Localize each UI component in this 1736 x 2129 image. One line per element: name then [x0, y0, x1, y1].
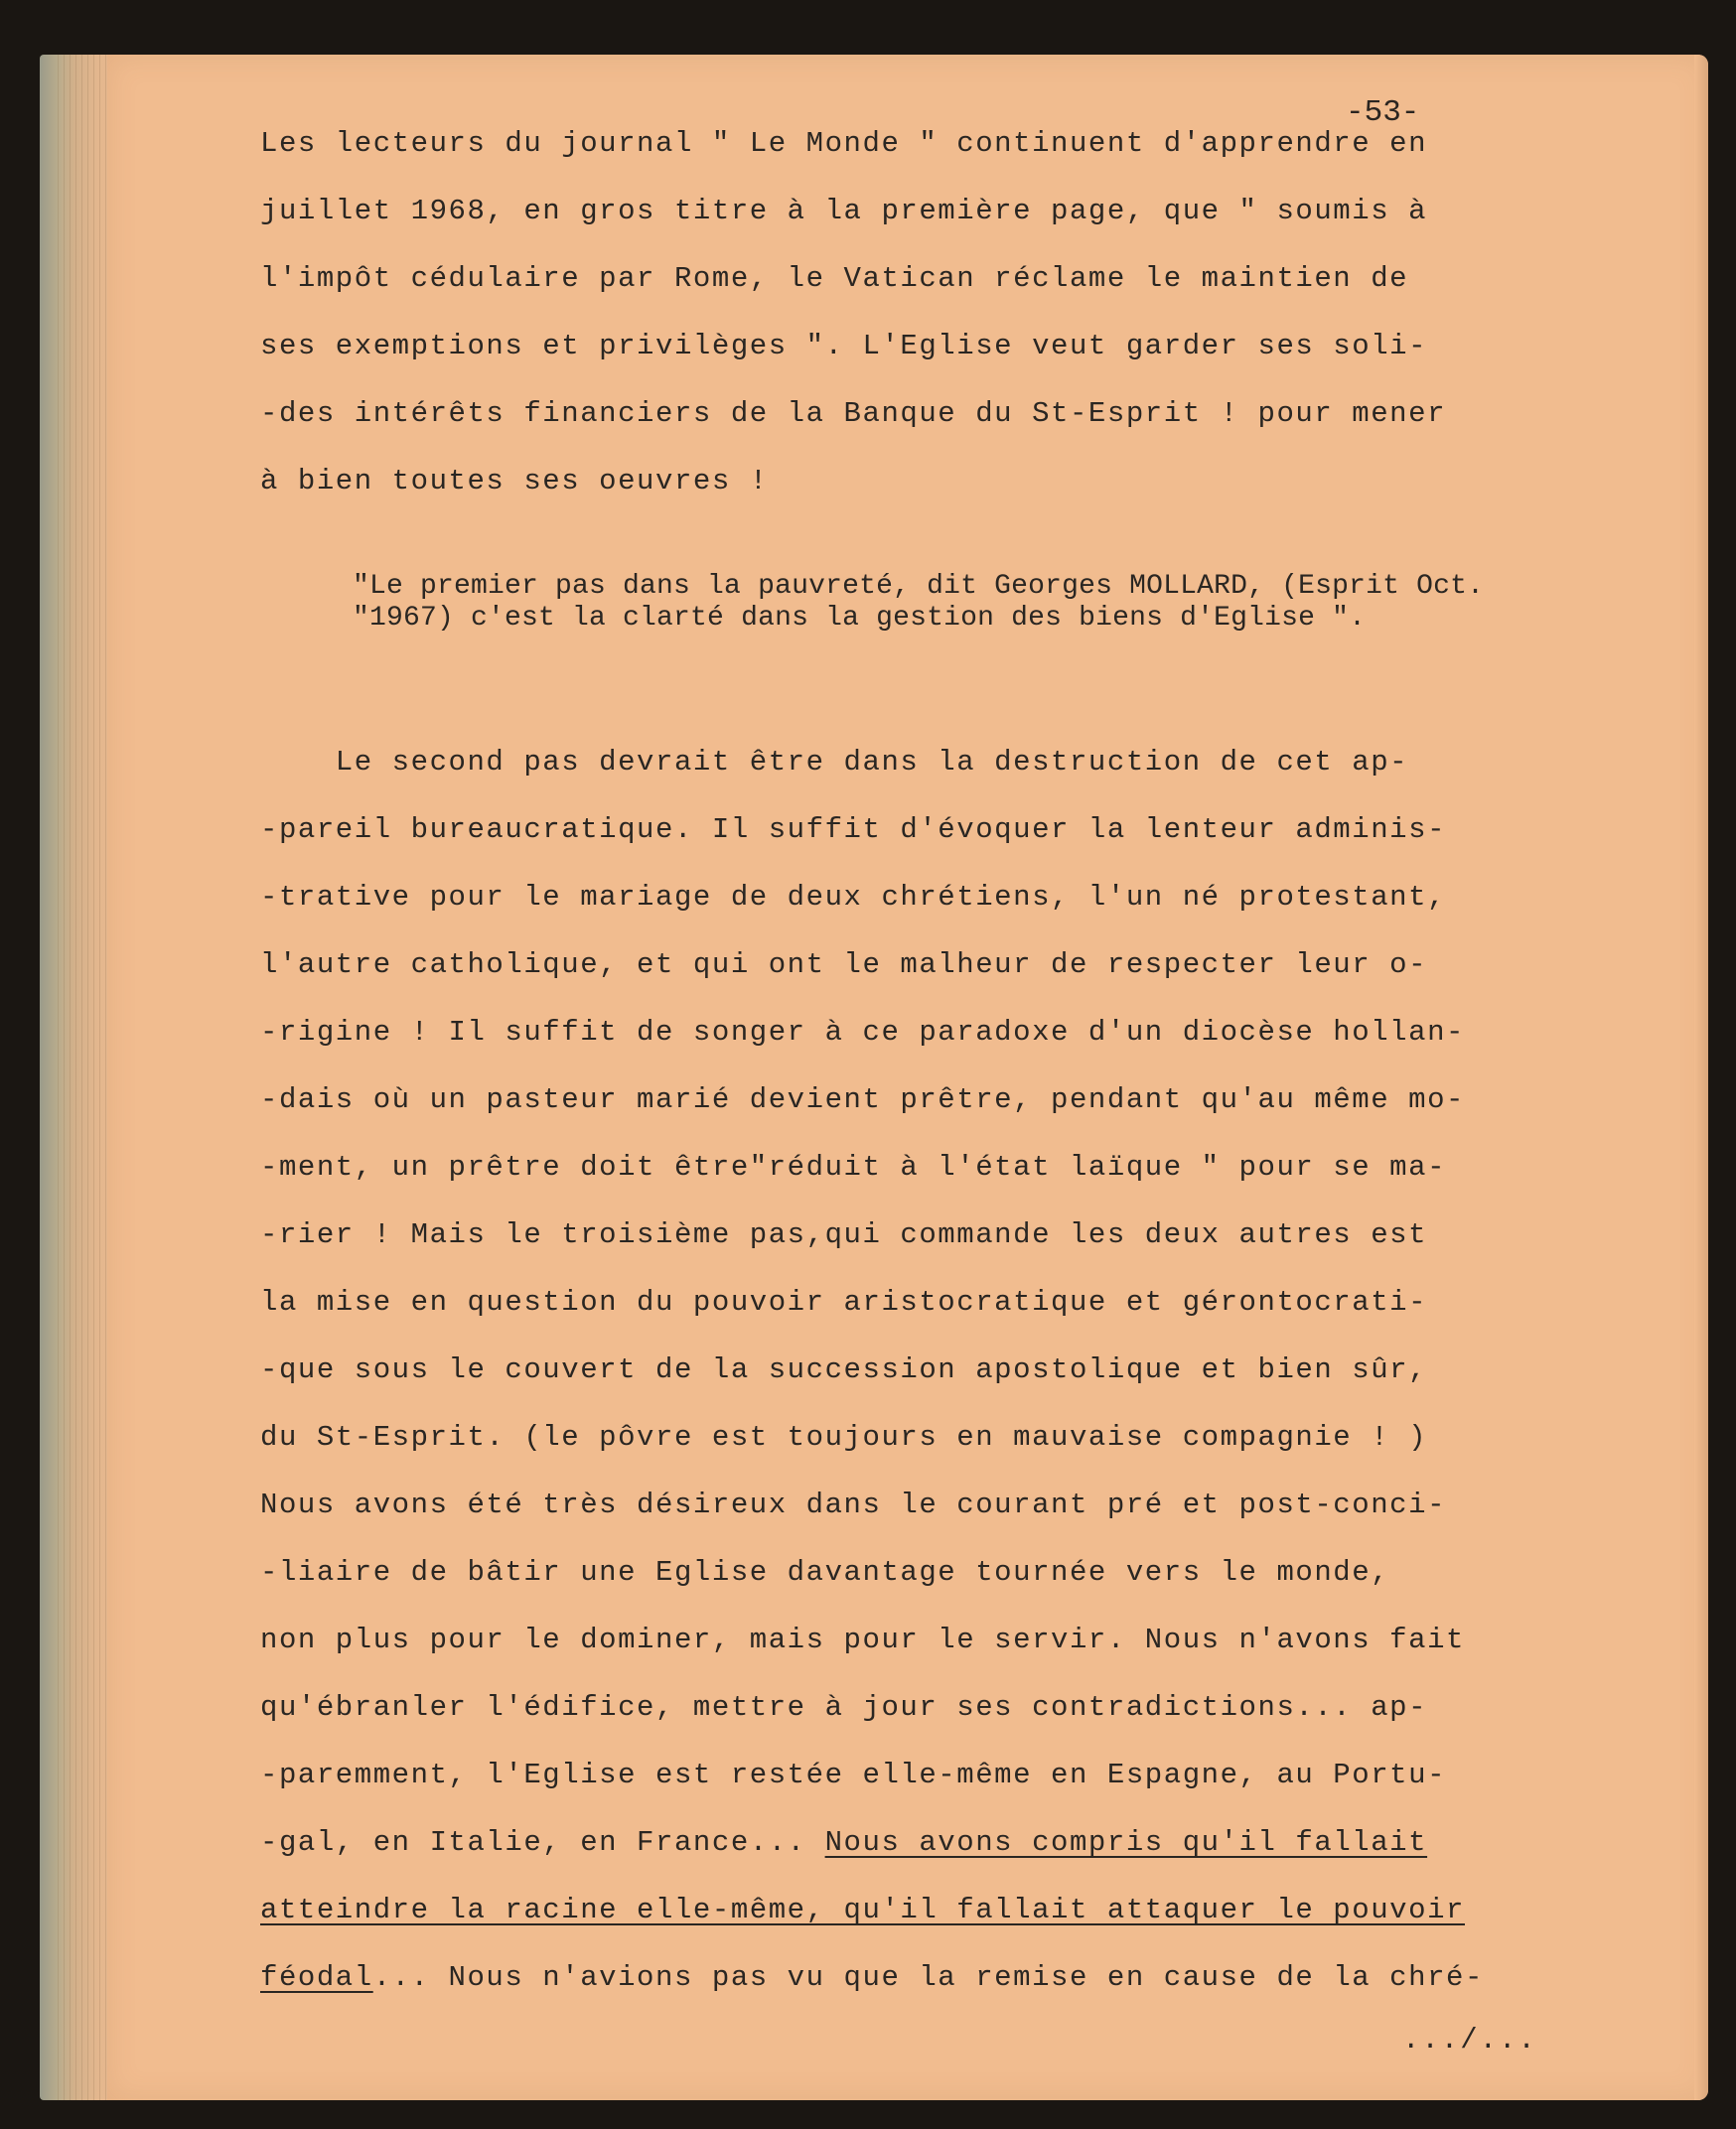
text-line: -paremment, l'Eglise est restée elle-même en Espagne, au Portu- — [260, 1759, 1447, 1791]
text-line: -que sous le couvert de la succession apostolique et bien sûr, — [260, 1353, 1428, 1386]
text-line: -dais où un pasteur marié devient prêtre, pendant qu'au même mo- — [260, 1083, 1465, 1116]
text-line: -pareil bureaucratique. Il suffit d'évoquer la lenteur adminis- — [260, 813, 1447, 846]
page-number: -53- — [1346, 95, 1420, 130]
text-line: non plus pour le dominer, mais pour le servir. Nous n'avons fait — [260, 1624, 1465, 1656]
text-line: juillet 1968, en gros titre à la première page, que " soumis à — [260, 195, 1428, 227]
page-right-edge — [1694, 55, 1708, 2100]
text-line: l'impôt cédulaire par Rome, le Vatican réclame le maintien de — [260, 262, 1409, 295]
underlined-text: Nous avons compris qu'il fallait — [824, 1826, 1428, 1859]
text-line: à bien toutes ses oeuvres ! — [260, 465, 769, 497]
text-line: -rigine ! Il suffit de songer à ce paradoxe d'un diocèse hollan- — [260, 1016, 1465, 1049]
text-line — [260, 1828, 1427, 1857]
text-line: -liaire de bâtir une Eglise davantage tournée vers le monde, — [260, 1556, 1390, 1589]
text-line — [260, 1963, 1484, 1992]
text-line: -des intérêts financiers de la Banque du St-Esprit ! pour mener — [260, 397, 1447, 430]
text-line — [260, 1896, 1465, 1924]
text-line: Nous avons été très désireux dans le courant pré et post-conci- — [260, 1489, 1447, 1521]
text-line: Les lecteurs du journal " Le Monde " continuent d'apprendre en — [260, 127, 1428, 160]
continued-marker: .../... — [1402, 2024, 1537, 2057]
text-segment: ... Nous n'avions pas vu que la remise en cause de la chré- — [372, 1961, 1484, 1994]
quote-line: "1967) c'est la clarté dans la gestion des biens d'Eglise ". — [353, 603, 1367, 634]
text-line: Le second pas devrait être dans la destruction de cet ap- — [260, 746, 1409, 779]
text-line: l'autre catholique, et qui ont le malheur de respecter leur o- — [260, 948, 1428, 981]
text-line: qu'ébranler l'édifice, mettre à jour ses contradictions... ap- — [260, 1691, 1428, 1724]
text-line: ses exemptions et privilèges ". L'Eglise veut garder ses soli- — [260, 330, 1428, 362]
text-line: -rier ! Mais le troisième pas,qui commande les deux autres est — [260, 1218, 1428, 1251]
text-line: du St-Esprit. (le pôvre est toujours en mauvaise compagnie ! ) — [260, 1421, 1428, 1454]
text-line: la mise en question du pouvoir aristocratique et gérontocrati- — [260, 1286, 1428, 1319]
text-line: -trative pour le mariage de deux chrétiens, l'un né protestant, — [260, 881, 1447, 914]
quote-line: "Le premier pas dans la pauvreté, dit Georges MOLLARD, (Esprit Oct. — [353, 571, 1485, 602]
underlined-text: atteindre la racine elle-même, qu'il fallait attaquer le pouvoir — [260, 1894, 1465, 1926]
underlined-text: féodal — [260, 1961, 373, 1994]
text-segment: -gal, en Italie, en France... — [260, 1826, 825, 1859]
text-line: -ment, un prêtre doit être"réduit à l'état laïque " pour se ma- — [260, 1151, 1447, 1184]
